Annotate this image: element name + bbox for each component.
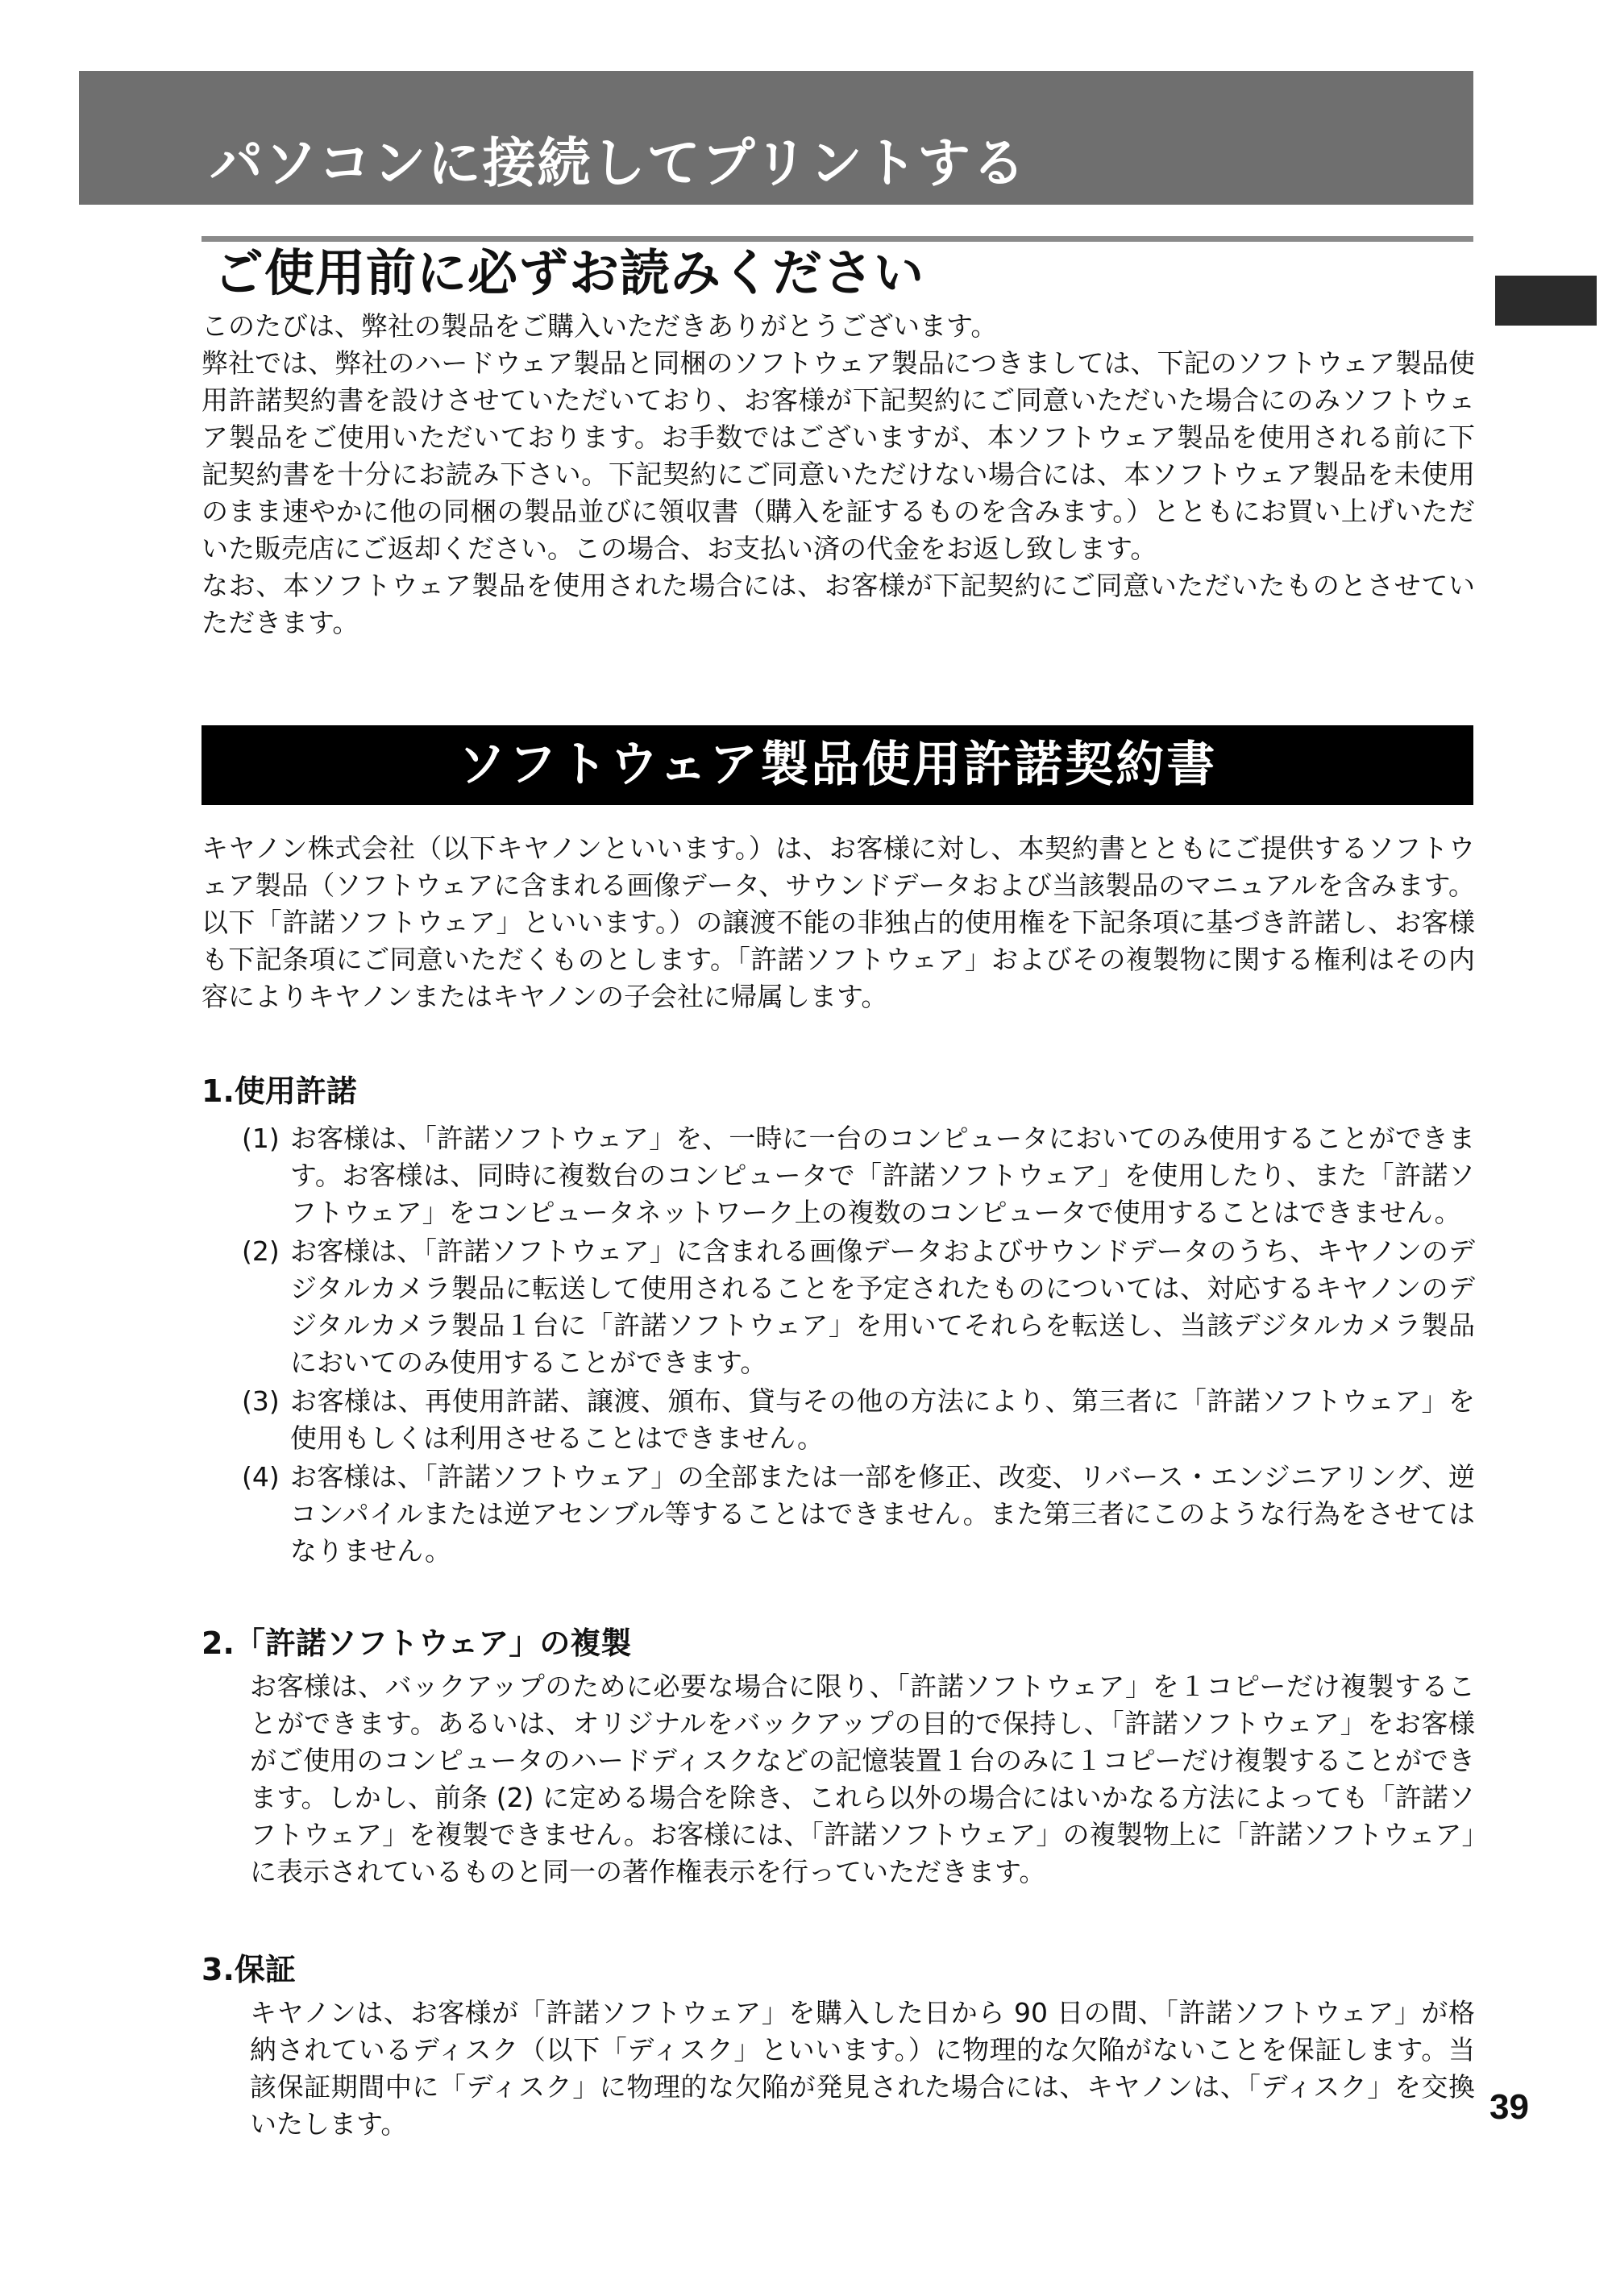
notice-paragraph: 弊社では、弊社のハードウェア製品と同梱のソフトウェア製品につきましては、下記のソフトウェア製品使用許諾契約書を設けさせていただいており、お客様が下記契約にご同意いただいた場合にのみソフトウェア製品をご使用いただいております。お手数ではございますが、本ソフトウェア製品を使用される前に下記契約書を十分にお読み下さい。下記契約にご同意いただけない場合には、本ソフトウェア製品を未使用のまま速やかに他の同梱の製品並びに領収書（購入を証するものを含みます。）とともにお買い上げいただいた販売店にご返却ください。この場合、お支払い済の代金をお返し致します。 — [202, 347, 1475, 564]
warranty-section-text: キヤノンは、お客様が「許諾ソフトウェア」を購入した日から 90 日の間、「許諾ソフトウェア」が格納されているディスク（以下「ディスク」といいます。）に物理的な欠陥がないことを保証します。当該保証期間中に「ディスク」に物理的な欠陥が発見された場合には、キヤノンは、「ディスク」を交換いたします。 — [250, 1997, 1475, 2140]
notice-paragraph: なお、本ソフトウェア製品を使用された場合には、お客様が下記契約にご同意いただいたものとさせていただきます。 — [202, 570, 1475, 638]
item-text: お客様は、再使用許諾、譲渡、頒布、貸与その他の方法により、第三者に「許諾ソフトウェア」を使用もしくは利用させることはできません。 — [290, 1385, 1475, 1454]
use-license-list — [242, 1120, 1475, 1571]
item-text: お客様は、「許諾ソフトウェア」を、一時に一台のコンピュータにおいてのみ使用することができます。お客様は、同時に複数台のコンピュータで「許諾ソフトウェア」を使用したり、また「許諾ソフトウェア」をコンピュータネットワーク上の複数のコンピュータで使用することはできません。 — [290, 1123, 1475, 1228]
license-title: ソフトウェア製品使用許諾契約書 — [202, 725, 1473, 805]
section-heading-use-license: 1.使用許諾 — [202, 1073, 357, 1109]
item-text: お客様は、「許諾ソフトウェア」の全部または一部を修正、改変、リバース・エンジニアリング、逆コンパイルまたは逆アセンブル等することはできません。また第三者にこのような行為をさせてはなりません。 — [290, 1461, 1475, 1567]
copy-section-text: お客様は、バックアップのために必要な場合に限り、「許諾ソフトウェア」を１コピーだけ複製することができます。あるいは、オリジナルをバックアップの目的で保持し、「許諾ソフトウェア」をお客様がご使用のコンピュータのハードディスクなどの記憶装置１台のみに１コピーだけ複製することができます。しかし、前条 (2) に定める場合を除き、これら以外の場合にはいかなる方法によっても「許諾ソフトウェア」を複製できません。お客様には、「許諾ソフトウェア」の複製物上に「許諾ソフトウェア」に表示されているものと同一の著作権表示を行っていただきます。 — [250, 1671, 1475, 1887]
license-intro: キヤノン株式会社（以下キヤノンといいます。）は、お客様に対し、本契約書とともにご提供するソフトウェア製品（ソフトウェアに含まれる画像データ、サウンドデータおよび当該製品のマニュアルを含みます。以下「許諾ソフトウェア」といいます。）の譲渡不能の非独占的使用権を下記条項に基づき許諾し、お客様も下記条項にご同意いただくものとします。「許諾ソフトウェア」およびその複製物に関する権利はその内容によりキヤノンまたはキヤノンの子会社に帰属します。 — [202, 832, 1475, 1012]
chapter-side-tab — [1495, 276, 1597, 326]
notice-title: ご使用前に必ずお読みください — [214, 243, 925, 302]
item-number: (4) — [242, 1461, 280, 1493]
section-heading-copy: 2.「許諾ソフトウェア」の複製 — [202, 1625, 632, 1661]
page-number: 39 — [1489, 2087, 1529, 2127]
list-item — [242, 1459, 1475, 1570]
list-item — [242, 1383, 1475, 1457]
section-heading-warranty: 3.保証 — [202, 1952, 296, 1987]
list-item — [242, 1233, 1475, 1381]
chapter-title: パソコンに接続してプリントする — [210, 132, 1028, 194]
item-number: (2) — [242, 1235, 280, 1267]
list-item — [242, 1120, 1475, 1231]
notice-body — [202, 308, 1475, 641]
section-rule — [202, 236, 1473, 242]
notice-paragraph: このたびは、弊社の製品をご購入いただきありがとうございます。 — [202, 310, 998, 342]
item-number: (3) — [242, 1385, 280, 1417]
item-number: (1) — [242, 1123, 280, 1154]
item-text: お客様は、「許諾ソフトウェア」に含まれる画像データおよびサウンドデータのうち、キヤノンのデジタルカメラ製品に転送して使用されることを予定されたものについては、対応するキヤノンのデジタルカメラ製品１台に「許諾ソフトウェア」を用いてそれらを転送し、当該デジタルカメラ製品においてのみ使用することができます。 — [290, 1235, 1475, 1378]
